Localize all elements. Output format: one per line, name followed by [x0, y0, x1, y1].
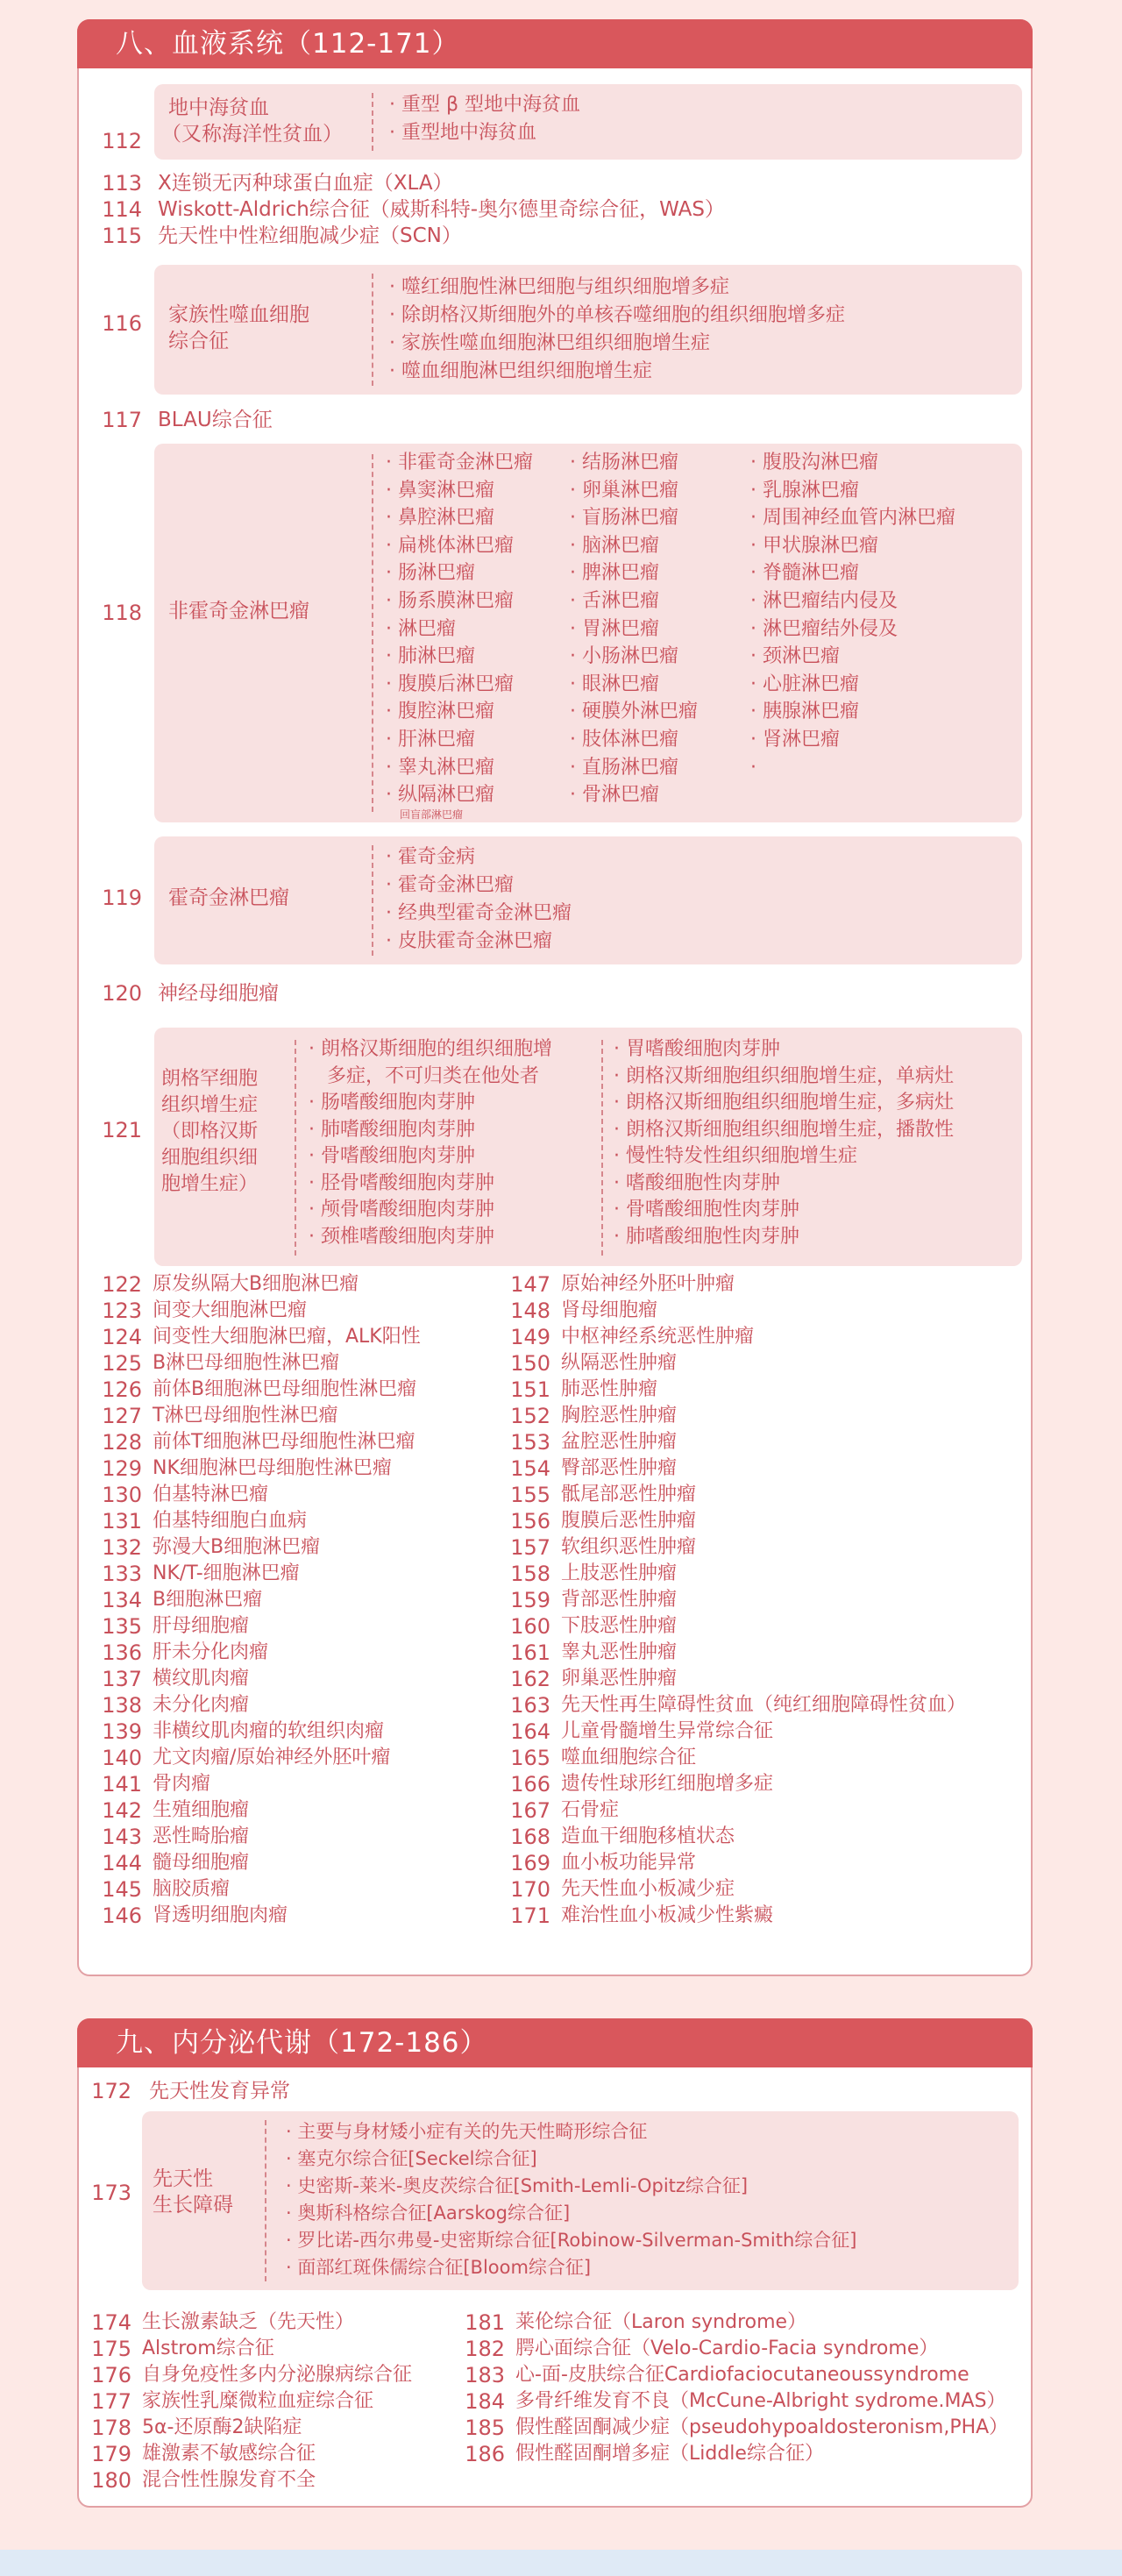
- entry-items: [386, 843, 572, 956]
- entry-items: [389, 274, 845, 386]
- list-item: · 肺嗜酸细胞性肉芽肿: [614, 1225, 799, 1248]
- entry-label: 多骨纤维发育不良（McCune-Albright sydrome.MAS）: [515, 2390, 1006, 2412]
- entry-label: 儿童骨髓增生异常综合征: [561, 1720, 774, 1742]
- entry-label: 非横纹肌肉瘤的软组织肉瘤: [153, 1720, 385, 1742]
- entry-label: 先天性血小板减少症: [561, 1878, 735, 1900]
- list-item: · 朗格汉斯细胞组织细胞增生症，播散性: [614, 1118, 954, 1141]
- entry-number: 126: [102, 1377, 142, 1402]
- entry-number: 147: [510, 1272, 550, 1297]
- entry-number: 167: [510, 1798, 550, 1823]
- list-item: · 慢性特发性组织细胞增生症: [614, 1145, 857, 1167]
- section-endocrine-card: [77, 2018, 1033, 2508]
- footnote: 回盲部淋巴瘤: [400, 808, 464, 821]
- list-item: · 奥斯科格综合征[Aarskog综合征]: [286, 2202, 571, 2224]
- list-item: · 睾丸淋巴瘤: [386, 756, 494, 779]
- entry-number: 123: [102, 1299, 142, 1323]
- section-title: 八、血液系统（112-171）: [77, 19, 1033, 68]
- entry-label: 胸腔恶性肿瘤: [561, 1405, 678, 1427]
- entry-number: 129: [102, 1456, 142, 1481]
- entry-number: 157: [510, 1535, 550, 1560]
- entry-label: 髓母细胞瘤: [153, 1852, 250, 1874]
- list-item: · 心脏淋巴瘤: [750, 672, 859, 695]
- entry-number: 186: [465, 2442, 505, 2466]
- entry-label: 遗传性球形红细胞增多症: [561, 1773, 774, 1795]
- entry-label: T淋巴母细胞性淋巴瘤: [153, 1405, 338, 1427]
- entry-number: 164: [510, 1719, 550, 1744]
- label-line: 胞增生症）: [161, 1173, 259, 1195]
- entry-number: 158: [510, 1562, 550, 1586]
- entry-number: 131: [102, 1509, 142, 1534]
- entry-number: 178: [91, 2416, 131, 2440]
- list-item: · 腹股沟淋巴瘤: [750, 452, 878, 473]
- divider: [372, 93, 373, 151]
- list-item: · 胃嗜酸细胞肉芽肿: [614, 1038, 780, 1060]
- entry-items-col2: [614, 1036, 954, 1250]
- entry-173-box: [142, 2111, 1019, 2290]
- entry-label: Wiskott-Aldrich综合征（威斯科特-奥尔德里奇综合征，WAS）: [158, 198, 725, 221]
- entry-label: 生长激素缺乏（先天性）: [142, 2311, 355, 2333]
- entry-label: 脑胶质瘤: [153, 1878, 231, 1900]
- list-item: · 骨嗜酸细胞性肉芽肿: [614, 1199, 799, 1220]
- entry-number: 115: [102, 224, 142, 248]
- entry-label: 心-面-皮肤综合征Cardiofaciocutaneoussyndrome: [515, 2364, 969, 2386]
- entry-label: 先天性发育异常: [149, 2080, 290, 2103]
- divider: [601, 1040, 603, 1256]
- entry-label: 骶尾部恶性肿瘤: [561, 1484, 697, 1505]
- entry-112-box: [154, 84, 1022, 160]
- entry-label: 臀部恶性肿瘤: [561, 1457, 678, 1479]
- list-item: · 鼻腔淋巴瘤: [386, 507, 494, 530]
- entry-items-col1: [386, 449, 533, 809]
- entry-number: 149: [510, 1325, 550, 1349]
- entry-label: 腹膜后恶性肿瘤: [561, 1510, 697, 1532]
- entry-label: 先天性: [153, 2167, 213, 2190]
- entry-label: 血小板功能异常: [561, 1852, 697, 1874]
- list-item: · 甲状腺淋巴瘤: [750, 534, 878, 557]
- entry-number: 127: [102, 1404, 142, 1428]
- entry-label: 骨肉瘤: [153, 1773, 211, 1795]
- entry-label: 上肢恶性肿瘤: [561, 1562, 678, 1584]
- list-item: · 淋巴瘤结外侵及: [750, 617, 898, 640]
- entry-119-box: [154, 836, 1022, 964]
- entry-items: [286, 2118, 856, 2281]
- entry-label: 弥漫大B细胞淋巴瘤: [153, 1536, 321, 1558]
- entry-label: 横纹肌肉瘤: [153, 1668, 250, 1690]
- list-item: · 肠淋巴瘤: [386, 562, 475, 585]
- list-item: · 重型 β 型地中海贫血: [389, 94, 581, 116]
- entry-118-box: [154, 444, 1022, 822]
- entry-number: 177: [91, 2389, 131, 2414]
- entry-number: 112: [102, 129, 142, 153]
- entry-number: 148: [510, 1299, 550, 1323]
- entry-number: 175: [91, 2337, 131, 2361]
- entry-number: 165: [510, 1746, 550, 1770]
- list-item: · 骨淋巴瘤: [570, 784, 659, 807]
- entry-number: 141: [102, 1772, 142, 1797]
- list-item: · 肺嗜酸细胞肉芽肿: [309, 1118, 475, 1141]
- entry-label: 卵巢恶性肿瘤: [561, 1668, 678, 1690]
- entry-number: 171: [510, 1904, 550, 1928]
- list-item: · 肠系膜淋巴瘤: [386, 589, 514, 612]
- list-item: · 舌淋巴瘤: [570, 589, 659, 612]
- list-item: · 塞克尔综合征[Seckel综合征]: [286, 2148, 537, 2169]
- entry-number: 138: [102, 1693, 142, 1718]
- entry-number: 136: [102, 1640, 142, 1665]
- entry-label: X连锁无丙种球蛋白血症（XLA）: [158, 172, 453, 195]
- divider: [372, 454, 373, 812]
- list-item: · 周围神经血管内淋巴瘤: [750, 507, 955, 530]
- entry-number: 170: [510, 1877, 550, 1902]
- entry-label: 莱伦综合征（Laron syndrome）: [515, 2311, 807, 2333]
- entry-label: B细胞淋巴瘤: [153, 1589, 263, 1611]
- entry-label: （又称海洋性贫血）: [161, 123, 343, 146]
- entry-number: 152: [510, 1404, 550, 1428]
- entry-number: 116: [102, 311, 142, 336]
- list-item: · 硬膜外淋巴瘤: [570, 701, 698, 723]
- entry-label: 假性醛固酮减少症（pseudohypoaldosteronism,PHA）: [515, 2416, 1009, 2438]
- entry-label: 雄激素不敏感综合征: [142, 2443, 316, 2465]
- list-item: · 纵隔淋巴瘤: [386, 784, 494, 807]
- entry-label: 地中海贫血: [168, 96, 269, 119]
- entry-number: 162: [510, 1667, 550, 1691]
- entry-116-box: [154, 265, 1022, 395]
- entry-number: 143: [102, 1825, 142, 1849]
- entry-label: 石骨症: [561, 1799, 620, 1821]
- entry-label: 盆腔恶性肿瘤: [561, 1431, 678, 1453]
- entry-number: 125: [102, 1351, 142, 1376]
- entry-number: 168: [510, 1825, 550, 1849]
- footer-band: [0, 2550, 1122, 2576]
- list-item: · 颈椎嗜酸细胞肉芽肿: [309, 1225, 494, 1248]
- entry-number: 161: [510, 1640, 550, 1665]
- entry-number: 114: [102, 197, 142, 222]
- entry-number: 166: [510, 1772, 550, 1797]
- list-item: · 霍奇金淋巴瘤: [386, 874, 514, 896]
- entry-label: 伯基特细胞白血病: [153, 1510, 308, 1532]
- entry-label: 先天性再生障碍性贫血（纯红细胞障碍性贫血）: [561, 1694, 967, 1716]
- entry-label: 家族性乳糜微粒血症综合征: [142, 2390, 374, 2412]
- divider: [265, 2120, 266, 2281]
- entry-number: 132: [102, 1535, 142, 1560]
- entry-label: 混合性性腺发育不全: [142, 2469, 316, 2491]
- entry-number: 142: [102, 1798, 142, 1823]
- entry-label: 自身免疫性多内分泌腺病综合征: [142, 2364, 413, 2386]
- entry-label: 5α-还原酶2缺陷症: [142, 2416, 302, 2438]
- entry-number: 153: [510, 1430, 550, 1455]
- entry-number: 185: [465, 2416, 505, 2440]
- list-item: · 肺淋巴瘤: [386, 645, 475, 668]
- entry-label: 造血干细胞移植状态: [561, 1825, 735, 1847]
- list-item: · 鼻窦淋巴瘤: [386, 479, 494, 502]
- list-item: · 重型地中海贫血: [389, 122, 536, 144]
- entry-number: 145: [102, 1877, 142, 1902]
- label-line: 朗格罕细胞: [161, 1068, 259, 1090]
- entry-number: 169: [510, 1851, 550, 1875]
- list-item: · 肠嗜酸细胞肉芽肿: [309, 1092, 475, 1114]
- entry-label: 背部恶性肿瘤: [561, 1589, 678, 1611]
- entry-number: 135: [102, 1614, 142, 1639]
- entry-number: 179: [91, 2442, 131, 2466]
- entry-label: [161, 1066, 258, 1198]
- list-item: · 肝淋巴瘤: [386, 728, 475, 751]
- section-blood-card: [77, 19, 1033, 1976]
- entry-label: 间变性大细胞淋巴瘤，ALK阳性: [153, 1326, 421, 1348]
- entry-number: 160: [510, 1614, 550, 1639]
- entry-number: 163: [510, 1693, 550, 1718]
- entry-items-col3: [750, 449, 955, 781]
- list-item: ·: [750, 756, 756, 779]
- list-item: · 结肠淋巴瘤: [570, 452, 678, 473]
- entry-label: 家族性噬血细胞: [168, 303, 309, 326]
- entry-number: 156: [510, 1509, 550, 1534]
- entry-number: 181: [465, 2310, 505, 2335]
- entry-items-col2: [570, 449, 698, 809]
- entry-label: 原发纵隔大B细胞淋巴瘤: [153, 1273, 359, 1295]
- entry-label: 生殖细胞瘤: [153, 1799, 250, 1821]
- entry-label: 难治性血小板减少性紫癜: [561, 1904, 774, 1926]
- entry-label: 未分化肉瘤: [153, 1694, 250, 1716]
- entry-number: 118: [102, 601, 142, 625]
- list-item: · 胰腺淋巴瘤: [750, 701, 859, 723]
- entry-label: 软组织恶性肿瘤: [561, 1536, 697, 1558]
- entry-label: B淋巴母细胞性淋巴瘤: [153, 1352, 340, 1374]
- entry-number: 176: [91, 2363, 131, 2387]
- entry-number: 121: [102, 1118, 142, 1142]
- list-item: · 朗格汉斯细胞的组织细胞增: [309, 1038, 552, 1060]
- entry-number: 159: [510, 1588, 550, 1612]
- entry-number: 180: [91, 2468, 131, 2493]
- entry-number: 120: [102, 981, 142, 1006]
- entry-number: 184: [465, 2389, 505, 2414]
- entry-label: 肾透明细胞肉瘤: [153, 1904, 288, 1926]
- list-item: · 面部红斑侏儒综合征[Bloom综合征]: [286, 2257, 592, 2278]
- entry-label: NK/T-细胞淋巴瘤: [153, 1562, 300, 1584]
- list-item: · 除朗格汉斯细胞外的单核吞噬细胞的组织细胞增多症: [389, 304, 845, 326]
- list-item: · 朗格汉斯细胞组织细胞增生症，多病灶: [614, 1092, 954, 1114]
- entry-label: 非霍奇金淋巴瘤: [168, 600, 309, 623]
- entry-label: 噬血细胞综合征: [561, 1747, 697, 1768]
- list-item: · 颈淋巴瘤: [750, 645, 840, 668]
- divider: [372, 274, 373, 386]
- entry-number: 146: [102, 1904, 142, 1928]
- entry-number: 173: [91, 2181, 131, 2205]
- entry-label: 前体B细胞淋巴母细胞性淋巴瘤: [153, 1378, 417, 1400]
- entry-items: [389, 91, 580, 147]
- entry-number: 144: [102, 1851, 142, 1875]
- list-item: · 经典型霍奇金淋巴瘤: [386, 902, 572, 924]
- list-item: · 盲肠淋巴瘤: [570, 507, 678, 530]
- list-item: · 眼淋巴瘤: [570, 672, 659, 695]
- entry-number: 130: [102, 1483, 142, 1507]
- entry-number: 154: [510, 1456, 550, 1481]
- list-item: 多症，不可归类在他处者: [309, 1064, 539, 1087]
- list-item: · 主要与身材矮小症有关的先天性畸形综合征: [286, 2121, 648, 2142]
- entry-number: 119: [102, 886, 142, 910]
- divider: [372, 845, 373, 956]
- entry-label: 前体T细胞淋巴母细胞性淋巴瘤: [153, 1431, 415, 1453]
- list-item: · 嗜酸细胞性肉芽肿: [614, 1171, 780, 1194]
- entry-label: 下肢恶性肿瘤: [561, 1615, 678, 1637]
- entry-items-col1: [309, 1036, 552, 1250]
- list-item: · 霍奇金病: [386, 846, 475, 868]
- entry-label: 间变大细胞淋巴瘤: [153, 1299, 308, 1321]
- entry-label: 假性醛固酮增多症（Liddle综合征）: [515, 2443, 824, 2465]
- list-item: · 噬红细胞性淋巴细胞与组织细胞增多症: [389, 276, 729, 298]
- divider: [295, 1040, 296, 1256]
- list-item: · 直肠淋巴瘤: [570, 756, 678, 779]
- list-item: · 噬血细胞淋巴组织细胞增生症: [389, 360, 652, 382]
- list-item: · 小肠淋巴瘤: [570, 645, 678, 668]
- entry-number: 150: [510, 1351, 550, 1376]
- list-item: · 朗格汉斯细胞组织细胞增生症，单病灶: [614, 1064, 954, 1087]
- list-item: · 淋巴瘤结内侵及: [750, 589, 898, 612]
- entry-number: 122: [102, 1272, 142, 1297]
- list-item: · 乳腺淋巴瘤: [750, 479, 859, 502]
- entry-label: BLAU综合征: [158, 409, 273, 431]
- entry-label: 先天性中性粒细胞减少症（SCN）: [158, 224, 462, 247]
- list-item: · 罗比诺-西尔弗曼-史密斯综合征[Robinow-Silverman-Smith综合征]: [286, 2230, 857, 2251]
- entry-number: 151: [510, 1377, 550, 1402]
- entry-number: 117: [102, 408, 142, 432]
- list-item: · 胃淋巴瘤: [570, 617, 659, 640]
- list-item: · 淋巴瘤: [386, 617, 456, 640]
- list-item: · 非霍奇金淋巴瘤: [386, 452, 533, 473]
- entry-label: 纵隔恶性肿瘤: [561, 1352, 678, 1374]
- entry-number: 172: [91, 2079, 131, 2103]
- entry-number: 113: [102, 171, 142, 196]
- entry-label: 肾母细胞瘤: [561, 1299, 658, 1321]
- entry-label: 睾丸恶性肿瘤: [561, 1641, 678, 1663]
- entry-label: 伯基特淋巴瘤: [153, 1484, 269, 1505]
- list-item: · 脾淋巴瘤: [570, 562, 659, 585]
- list-item: · 肾淋巴瘤: [750, 728, 840, 751]
- entry-number: 139: [102, 1719, 142, 1744]
- list-item: · 卵巢淋巴瘤: [570, 479, 678, 502]
- entry-number: 134: [102, 1588, 142, 1612]
- entry-label: 综合征: [168, 330, 229, 352]
- entry-number: 183: [465, 2363, 505, 2387]
- list-item: · 脑淋巴瘤: [570, 534, 659, 557]
- entry-label: 肝母细胞瘤: [153, 1615, 250, 1637]
- entry-label: 生长障碍: [153, 2194, 233, 2217]
- entry-number: 124: [102, 1325, 142, 1349]
- entry-label: 原始神经外胚叶肿瘤: [561, 1273, 735, 1295]
- entry-number: 137: [102, 1667, 142, 1691]
- list-item: · 家族性噬血细胞淋巴组织细胞增生症: [389, 332, 710, 354]
- entry-label: NK细胞淋巴母细胞性淋巴瘤: [153, 1457, 392, 1479]
- entry-number: 155: [510, 1483, 550, 1507]
- list-item: · 骨嗜酸细胞肉芽肿: [309, 1145, 475, 1167]
- entry-number: 140: [102, 1746, 142, 1770]
- entry-number: 128: [102, 1430, 142, 1455]
- entry-label: 霍奇金淋巴瘤: [168, 886, 289, 909]
- list-item: · 皮肤霍奇金淋巴瘤: [386, 930, 552, 952]
- list-item: · 史密斯-莱米-奥皮茨综合征[Smith-Lemli-Opitz综合征]: [286, 2175, 749, 2196]
- entry-number: 182: [465, 2337, 505, 2361]
- entry-label: Alstrom综合征: [142, 2338, 274, 2359]
- entry-label: 尤文肉瘤/原始神经外胚叶瘤: [153, 1747, 391, 1768]
- section-title: 九、内分泌代谢（172-186）: [77, 2018, 1033, 2067]
- entry-label: 神经母细胞瘤: [158, 982, 279, 1005]
- list-item: · 胫骨嗜酸细胞肉芽肿: [309, 1171, 494, 1194]
- list-item: · 腹膜后淋巴瘤: [386, 672, 514, 695]
- entry-label: 肺恶性肿瘤: [561, 1378, 658, 1400]
- list-item: · 腹腔淋巴瘤: [386, 701, 494, 723]
- list-item: · 扁桃体淋巴瘤: [386, 534, 514, 557]
- label-line: 组织增生症: [161, 1094, 259, 1116]
- entry-number: 133: [102, 1562, 142, 1586]
- label-line: 细胞组织细: [161, 1147, 259, 1169]
- entry-label: 中枢神经系统恶性肿瘤: [561, 1326, 755, 1348]
- list-item: · 脊髓淋巴瘤: [750, 562, 859, 585]
- list-item: · 肢体淋巴瘤: [570, 728, 678, 751]
- list-item: · 颅骨嗜酸细胞肉芽肿: [309, 1199, 494, 1220]
- entry-121-box: [154, 1028, 1022, 1266]
- entry-label: 恶性畸胎瘤: [153, 1825, 250, 1847]
- entry-label: 腭心面综合征（Velo-Cardio-Facia syndrome）: [515, 2338, 939, 2359]
- label-line: （即格汉斯: [161, 1121, 259, 1142]
- entry-number: 174: [91, 2310, 131, 2335]
- entry-label: 肝未分化肉瘤: [153, 1641, 269, 1663]
